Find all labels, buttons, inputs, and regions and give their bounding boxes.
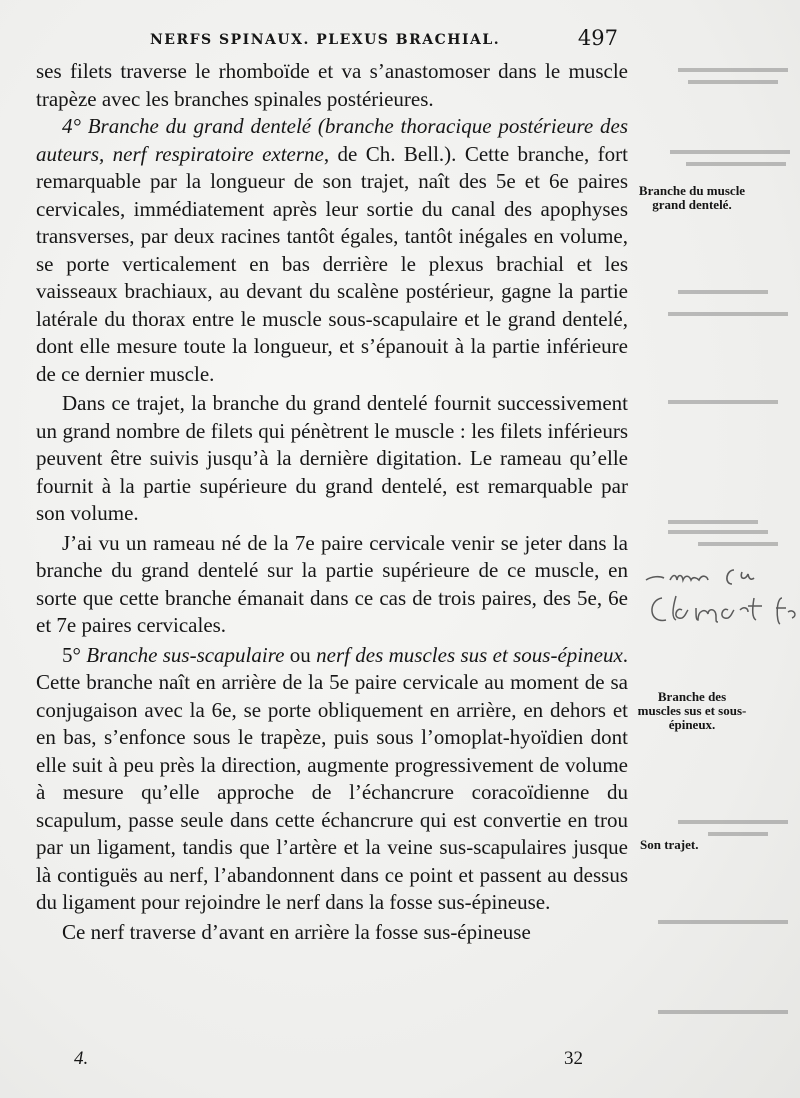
margin-note-son-trajet: Son trajet. [640, 837, 699, 852]
signature-mark: 4. [74, 1048, 89, 1069]
paragraph-4-text: J’ai vu un rameau né de la 7e paire cervicale venir se jeter dans la branche du grand dentelé sur la partie supérieure de ce muscle, en sorte que cette branche émanait dans ce cas de trois paires, des 5e, 6e et 7e paires cervicales. [36, 530, 628, 637]
paragraph-3 [36, 390, 628, 528]
handwritten-annotation [642, 560, 800, 640]
paragraph-5-heading-a: Branche sus-scapulaire [86, 642, 285, 667]
sheet-number: 32 [564, 1048, 583, 1069]
paragraph-4 [36, 530, 628, 640]
paragraph-6 [36, 919, 628, 947]
paragraph-5-number: 5° [62, 642, 87, 667]
paragraph-5-heading-b: nerf des muscles sus et sous-épineux [316, 642, 623, 667]
margin-note-sus-epineux: Branche des muscles sus et sous-épineux. [637, 689, 747, 732]
paragraph-1 [36, 58, 628, 113]
paragraph-5-connector: ou [284, 642, 317, 667]
margin-note-grand-dentele: Branche du muscle grand dentelé. [638, 183, 746, 212]
paragraph-5-text: . Cette branche naît en arrière de la 5e paire cervicale au moment de sa conjugaison avec la 6e, se porte obliquement en arrière, en dehors et en bas, s’enfonce sous le trapèze, puis sous l’omoplat-hyoïdien dont elle suit à peu près la direction, augmente progressivement de volume à mesure qu’elle approche de l’échancrure coracoïdienne du scapulum, passe seule dans cette échancrure qui est convertie en trou par un ligament, tandis que l’artère et la veine sus-scapulaires jusque là contiguës au nerf, l’abandonnent dans ce point et passent au dessus du ligament pour rejoindre le nerf dans la fosse sus-épineuse. [36, 642, 629, 914]
running-title: NERFS SPINAUX. PLEXUS BRACHIAL. [150, 32, 501, 48]
page-number: 497 [577, 26, 618, 50]
paragraph-1-text: ses filets traverse le rhomboïde et va s’anastomoser dans le muscle trapèze avec les branches spinales postérieures. [36, 59, 628, 111]
body-text [36, 58, 628, 946]
paragraph-2 [36, 113, 628, 388]
paragraph-6-text: Ce nerf traverse d’avant en arrière la fosse sus-épineuse [62, 919, 531, 944]
paragraph-2-text: , de Ch. Bell.). Cette branche, fort remarquable par la longueur de son trajet, naît des 5e et 6e paires cervicales, immédiatement après leur sortie du canal des apophyses transverses, par deux racines tantôt égales, tantôt inégales en volume, se porte verticalement en bas derrière le plexus brachial et les vaisseaux brachiaux, au devant du scalène postérieur, gagne la partie latérale du thorax entre le muscle sous-scapulaire et le grand dentelé, dont elle mesure toute la longueur, et s’épanouit à la partie inférieure de ce dernier muscle. [36, 141, 628, 386]
paragraph-5 [36, 642, 628, 917]
paragraph-3-text: Dans ce trajet, la branche du grand dentelé fournit successivement un grand nombre de filets qui pénètrent le muscle : les filets inférieurs peuvent être suivis jusqu’à la dernière digitation. Le rameau qu’elle fournit à la partie supérieure du grand dentelé, est remarquable par son volume. [36, 391, 628, 525]
paragraph-2-heading: 4° Branche du grand dentelé (branche thoracique postérieure des auteurs, nerf respiratoire externe [36, 114, 628, 166]
